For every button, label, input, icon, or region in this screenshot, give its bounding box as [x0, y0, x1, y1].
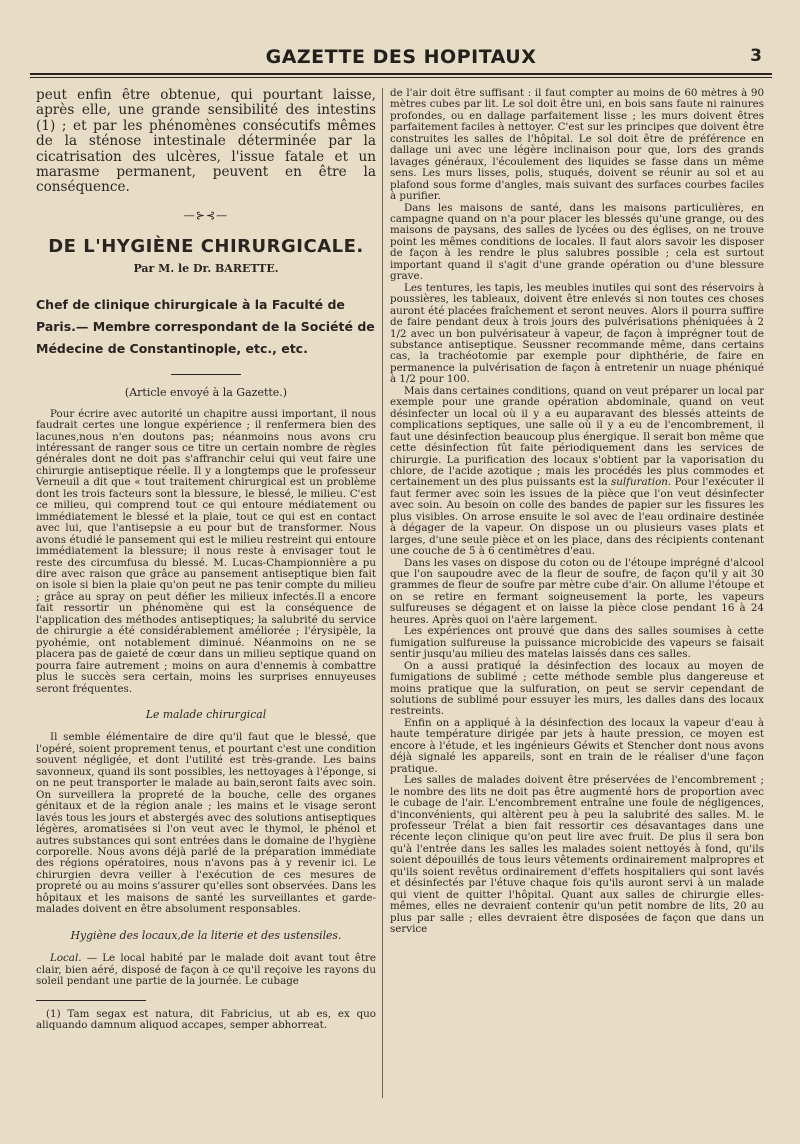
subheading-hygiene-locaux: Hygiène des locaux,de la literie et des ustensiles. [70, 928, 342, 942]
masthead-title: GAZETTE DES HOPITAUX [265, 46, 537, 68]
paragraph-text: — Le local habité par le malade doit avant tout être clair, bien aéré, disposé de façon à ce qu'il reçoive les rayons du soleil pendant une partie de la journée. Le cubage [36, 952, 376, 988]
author-credentials: Chef de clinique chirurgicale à la Faculté de Paris.— Membre correspondant de la Société de Médecine de Constantinople, etc., etc. [36, 297, 375, 357]
right-column [390, 88, 764, 1128]
footnote-rule [36, 1000, 146, 1001]
article-paragraph: On a aussi pratiqué la désinfection des locaux au moyen de fumigations de sublimé ; cette méthode semble plus dangereuse et moins pratique que la sulfuration, on peut se servir cependant de solutions de sublimé pour essuyer les murs, les dalles dans des locaux restreints. [390, 659, 764, 718]
article-title: DE L'HYGIÈNE CHIRURGICALE. [48, 236, 364, 258]
section-rule [171, 374, 241, 375]
left-column [36, 88, 376, 1128]
article-paragraph: Pour écrire avec autorité un chapitre aussi important, il nous faudrait certes une longue expérience ; il renfermera bien des lacunes,nous n'en doutons pas; néanmoins nous avons cru intéressant de ranger sous ce titre un certain nombre de règles générales dont ne doit pas s'affranchir celui qui veut faire une chirurgie antiseptique réelle. Il y a longtemps que le professeur Verneuil a dit que « tout traitement chirurgical est un problème dont les trois facteurs sont la blessure, le blessé, le milieu. C'est ce milieu, qui comprend tout ce qui entoure médiatement ou immédiatement le blessé et la plaie, tout ce qui est en contact avec lui, que l'antisepsie a eu pour but de transformer. Nous avons étudié le pansement qui est le milieu restreint qui entoure immédiatement la blessure; il nous reste à envisager tout le reste des circumfusa du blessé. M. Lucas-Championnière a pu dire avec raison que grâce au pansement antiseptique bien fait on isole si bien la plaie qu'on peut ne pas tenir compte du milieu ; grâce au spray on peut défier les milieux infectés.Il a encore fait ressortir un phénomène qui est la conséquence de l'application des méthodes antiseptiques; la salubrité du service de chirurgie a été considérablement améliorée ; l'érysipèle, la pyohémie, ont notablement diminué. Néanmoins on ne se placera pas de gaieté de cœur dans un milieu septique quand on pourra faire autrement ; moins on aura d'ennemis à combattre plus le succès sera certain, moins les surprises ennuyeuses seront fréquentes. [36, 407, 376, 695]
article-paragraph: Les expériences ont prouvé que dans des salles soumises à cette fumigation sulfureuse la puissance microbicide des vapeurs se faisait sentir jusqu'au milieu des matelas laissés dans ces salles. [390, 625, 764, 661]
article-paragraph: de l'air doit être suffisant : il faut compter au moins de 60 mètres à 90 mètres cubes par lit. Le sol doit être uni, en bois sans faute ni rainures profondes, ou en dallage parfaitement lisse ; les murs doivent êtres parfaitement faciles à nettoyer. C'est sur les principes que doivent être construites les salles de l'hôpital. Le sol doit être de préférence en dallage uni avec une légère inclinaison pour que, lors des grands lavages généraux, l'écoulement des liquides se fasse dans un même sens. Les murs lisses, polis, stuqués, doivent se réunir au sol et au plafond sous forme d'angles, mais suivant des surfaces courbes faciles à purifier. [390, 88, 764, 203]
article-paragraph [36, 953, 376, 987]
article-paragraph: Enfin on a appliqué à la désinfection des locaux la vapeur d'eau à haute température dirigée par jets à haute pression, ce moyen est encore à l'étude, et les ingénieurs Géwits et Stencher dont nous avons déjà signalé les appareils, sont en train de le réaliser d'une façon pratique. [390, 716, 764, 775]
article-note: (Article envoyé à la Gazette.) [124, 386, 288, 400]
paragraph-text: . Pour l'exécuter il faut fermer avec soin les issues de la pièce que l'on veut désinfecter avec soin. Au besoin on colle des bandes de papier sur les fissures les plus visibles. On arrose ensuite le sol avec de l'eau ordinaire destinée à dégager de la vapeur. On dispose un ou plusieurs vases plats et larges, d'une seule pièce et on les place, dans des récipients contenant une couche de 5 à 6 centimètres d'eau. [390, 476, 764, 558]
ornament-divider: —⊱⊰— [183, 208, 229, 222]
column-divider [382, 88, 383, 1098]
paragraph-text: Mais dans certaines conditions, quand on veut préparer un local par exemple pour une grande opération abdominale, quand on veut désinfecter un local où il y a eu auparavant des blessés atteints de complications septiques, une salle où il y a eu de l'encombrement, il faut une désinfection beaucoup plus énergique. Il serait bon même que cette désinfection fût faite périodiquement dans les services de chirurgie. La purification des locaux s'obtient par la vaporisation du chlore, de l'acide azotique ; mais les procédés les plus commodes et certainement un des plus puissants est la [390, 384, 764, 489]
subheading-malade: Le malade chirurgical [145, 707, 267, 721]
article-byline: Par M. le Dr. BARETTE. [133, 261, 279, 275]
paragraph-label: Local. [50, 952, 82, 965]
header-rule-thin [30, 77, 772, 78]
article-paragraph: Il semble élémentaire de dire qu'il faut que le blessé, que l'opéré, soient proprement tenus, et pourtant c'est une condition souvent négligée, et dont l'utilité est très-grande. Les bains savonneux, quand ils sont possibles, les nettoyages à l'éponge, si on ne peut transporter le malade au bain,seront faits avec soin. On surveillera la propreté de la bouche, celle des organes génitaux et de la région anale ; les mains et le visage seront lavés tous les jours et abstergés avec des solutions antiseptiques légères, aromatisées si l'on veut avec le thymol, le phénol et autres substances qui sont entrées dans le domaine de l'hygiène corporelle. Nous avons déjà parlé de la préparation immédiate des régions opératoires, nous n'avons pas à y revenir ici. Le chirurgien devra veiller à l'exécution de ces mesures de propreté ou au moins s'assurer qu'elles sont observées. Dans les hôpitaux et les maisons de santé les surveillantes et garde-malades doivent en être absolument responsables. [36, 731, 376, 916]
lead-paragraph: peut enfin être obtenue, qui pourtant laisse, après elle, une grande sensibilité des intestins (1) ; et par les phénomènes consécutifs mêmes de la sténose intestinale déterminée par la cicatrisation des ulcères, l'issue fatale et un marasme permanent, peuvent en être la conséquence. [36, 88, 376, 196]
page-number: 3 [750, 46, 762, 66]
article-paragraph: Les tentures, les tapis, les meubles inutiles qui sont des réservoirs à poussières, les tableaux, doivent être enlevés si non toutes ces choses auront été placées fraîchement et seront neuves. Alors il pourra suffire de faire pendant deux à trois jours des pulvérisations phéniquées à 2 1/2 avec un bon pulvérisateur à vapeur, de façon à imprégner tout de substance antiseptique. Seussner recommande même, dans certains cas, la trachéotomie par exemple pour diphthérie, de faire en permanence la pulvérisation de façon à entretenir un nuage phéniqué à 1/2 pour 100. [390, 281, 764, 386]
emphasis-term: sulfuration [610, 476, 668, 489]
article-paragraph [390, 386, 764, 558]
header-rule [30, 73, 772, 75]
article-paragraph: Dans les maisons de santé, dans les maisons particulières, en campagne quand on n'a pour placer les blessés qu'une grange, ou des maisons de paysans, des salles de lycées ou des églises, on ne trouve point les mêmes conditions de locales. Il faut alors savoir les disposer de façon à les rendre le plus salubres possible ; cela est surtout important quand il s'agit d'une grande opération ou d'une blessure grave. [390, 201, 764, 283]
article-paragraph: Les salles de malades doivent être préservées de l'encombrement ; le nombre des lits ne doit pas être augmenté hors de proportion avec le cubage de l'air. L'encombrement entraîne une foule de négligences, d'inconvénients, qui altèrent peu à peu la salubrité des salles. M. le professeur Trélat a bien fait ressortir ces désavantages dans une récente leçon clinique qu'on peut lire avec fruit. De plus il sera bon qu'à l'entrée dans les salles les malades soient nettoyés à fond, qu'ils soient dépouillés de tous leurs vêtements ordinairement malpropres et qu'ils soient revêtus ordinairement d'effets hospitaliers qui sont lavés et désinfectés par l'étuve chaque fois qu'ils auront servi à un malade qui vient de quitter l'hôpital. Quant aux salles de chirurgie elles-mêmes, elles ne devraient contenir qu'un petit nombre de lits, 20 au plus par salle ; elles devraient être disposées de façon que dans un service [390, 774, 764, 936]
article-paragraph: Dans les vases on dispose du coton ou de l'étoupe imprégné d'alcool que l'on saupoudre avec de la fleur de soufre, de façon qu'il y ait 30 grammes de fleur de soufre par mètre cube d'air. On allume l'étoupe et on se retire en fermant soigneusement la porte, les vapeurs sulfureuses se dégagent et on laisse la pièce close pendant 16 à 24 heures. Après quoi on l'aère largement. [390, 556, 764, 626]
footnote: (1) Tam segax est natura, dit Fabricius, ut ab es, ex quo aliquando damnum aliquod accapes, semper abhorreat. [36, 1007, 376, 1031]
